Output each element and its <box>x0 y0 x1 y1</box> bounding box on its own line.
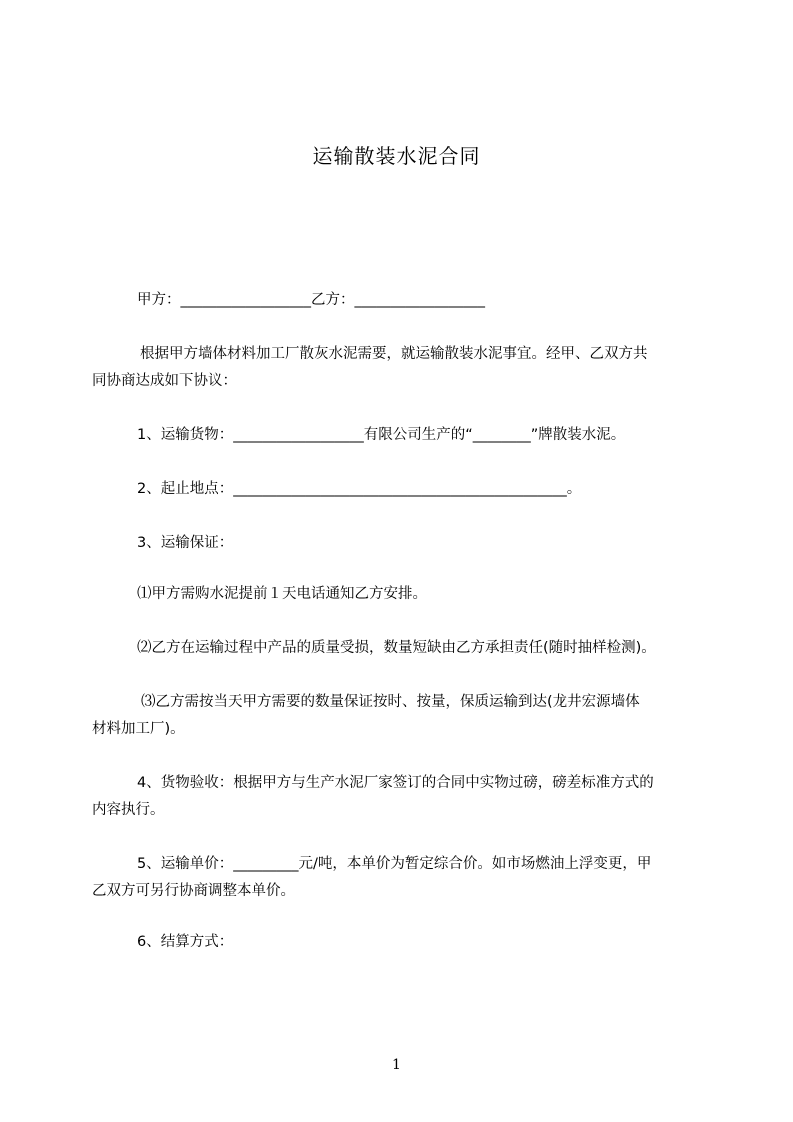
clause-5-line-1: 5、运输单价：_________元/吨，本单价为暂定综合价。如市场燃油上浮变更，甲 <box>137 856 652 872</box>
clause-3-2: ⑵乙方在运输过程中产品的质量受损，数量短缺由乙方承担责任(随时抽样检测)。 <box>137 640 656 656</box>
clause-2: 2、起止地点：______________________________________________。 <box>137 481 582 497</box>
clause-6: 6、结算方式： <box>137 934 234 950</box>
clause-3-3-line-1: ⑶乙方需按当天甲方需要的数量保证按时、按量，保质运输到达(龙井宏源墙体 <box>141 694 640 710</box>
clause-1: 1、运输货物：__________________有限公司生产的“________”牌散装水泥。 <box>137 427 626 443</box>
clause-3: 3、运输保证： <box>137 535 234 551</box>
clause-4-line-2: 内容执行。 <box>92 802 165 818</box>
clause-4-line-1: 4、货物验收：根据甲方与生产水泥厂家签订的合同中实物过磅，磅差标准方式的 <box>137 775 654 791</box>
page-number: 1 <box>392 1057 401 1073</box>
clause-3-1: ⑴甲方需购水泥提前１天电话通知乙方安排。 <box>137 586 427 602</box>
intro-line-2: 同协商达成如下协议： <box>92 373 237 389</box>
clause-3-3-line-2: 材料加工厂)。 <box>92 721 185 737</box>
intro-line-1: 根据甲方墙体材料加工厂散灰水泥需要，就运输散装水泥事宜。经甲、乙双方共 <box>140 346 648 362</box>
parties-line: 甲方：__________________乙方：__________________ <box>137 292 485 308</box>
document-title: 运输散装水泥合同 <box>312 144 481 168</box>
clause-5-line-2: 乙双方可另行协商调整本单价。 <box>92 883 295 899</box>
